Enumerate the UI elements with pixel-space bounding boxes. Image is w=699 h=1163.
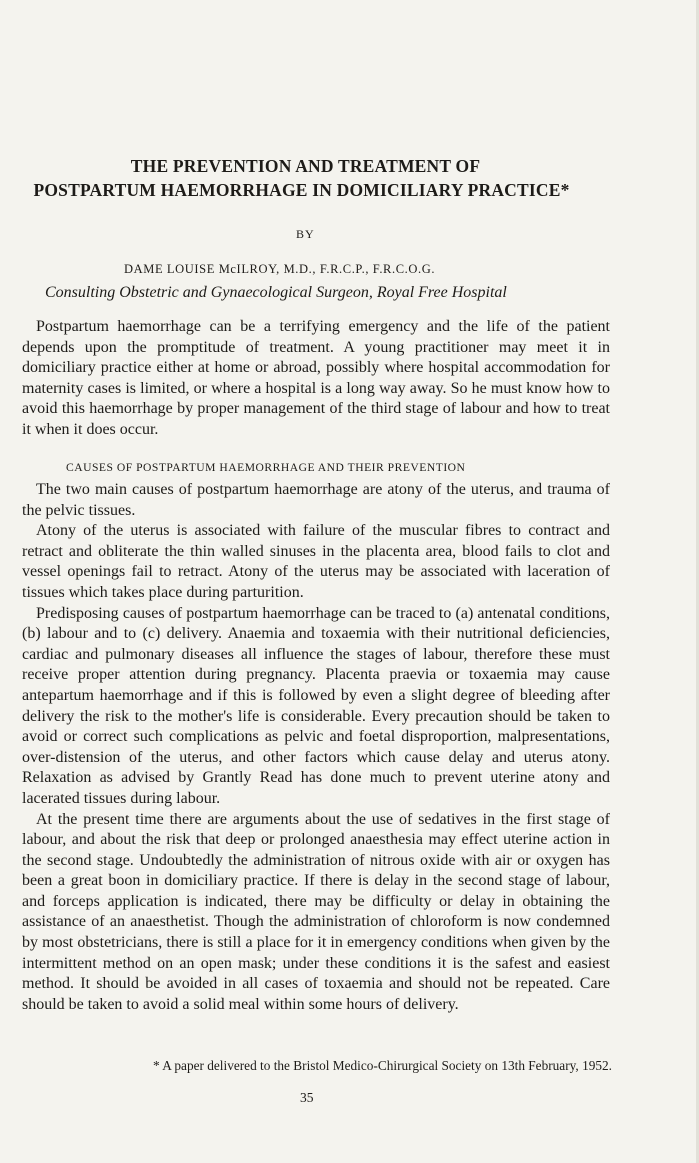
footnote: * A paper delivered to the Bristol Medico-Chirurgical Society on 13th February, 1952.	[152, 1058, 612, 1073]
author-name: DAME LOUISE McILROY, M.D., F.R.C.P., F.R.C.O.G.	[124, 262, 436, 276]
intro-paragraph: Postpartum haemorrhage can be a terrifying emergency and the life of the patient depends upon the promptitude of treatment. A young practitioner may meet it in domiciliary practice either at home or abroad, possibly where hospital accommodation for maternity cases is limited, or where a hospital is a long way away. So he must know how to avoid this haemorrhage by proper management of the third stage of labour and how to treat it when it does occur.	[22, 318, 610, 438]
intro-section	[22, 317, 610, 441]
author-affiliation: Consulting Obstetric and Gynaecological Surgeon, Royal Free Hospital	[45, 284, 507, 301]
byline: BY	[296, 227, 315, 241]
paragraph: Predisposing causes of postpartum haemorrhage can be traced to (a) antenatal conditions, (b) labour and to (c) delivery. Anaemia and toxaemia with their nutritional deficiencies, cardiac and pulmonary diseases all influence the stages of labour, therefore these must receive proper attention during pregnancy. Placenta praevia or toxaemia may cause antepartum haemorrhage and if this is followed by even a slight degree of bleeding after delivery the risk to the mother's life is considerable. Every precaution should be taken to avoid or correct such complications as pelvic and foetal disproportion, malpresentations, over-distension of the uterus, and other factors which cause delay and uterus atony. Relaxation as advised by Grantly Read has done much to prevent uterine atony and lacerated tissues during labour.	[22, 604, 610, 807]
page-number: 35	[300, 1090, 314, 1105]
section-heading: CAUSES OF POSTPARTUM HAEMORRHAGE AND THEIR PREVENTION	[66, 461, 466, 474]
main-section	[22, 480, 610, 1015]
title-line-2: POSTPARTUM HAEMORRHAGE IN DOMICILIARY PRACTICE*	[33, 180, 570, 200]
paragraph: At the present time there are arguments about the use of sedatives in the first stage of labour, and about the risk that deep or prolonged anaesthesia may effect uterine action in the second stage. Undoubtedly the administration of nitrous oxide with air or oxygen has been a great boon in domiciliary practice. If there is delay in the second stage of labour, and forceps application is indicated, there may be difficulty or delay in obtaining the assistance of an anaesthetist. Though the administration of chloroform is now condemned by most obstetricians, there is still a place for it in emergency conditions when given by the intermittent method on an open mask; under these conditions it is the safest and easiest method. It should be avoided in all cases of toxaemia and should not be repeated. Care should be taken to avoid a solid meal within some hours of delivery.	[22, 810, 610, 1013]
title-line-1: THE PREVENTION AND TREATMENT OF	[130, 156, 481, 176]
paragraph: Atony of the uterus is associated with failure of the muscular fibres to contract and retract and obliterate the thin walled sinuses in the placenta area, blood fails to clot and vessel openings fail to retract. Atony of the uterus may be associated with laceration of tissues which takes place during parturition.	[22, 522, 610, 601]
paragraph: The two main causes of postpartum haemorrhage are atony of the uterus, and trauma of the pelvic tissues.	[22, 481, 610, 519]
